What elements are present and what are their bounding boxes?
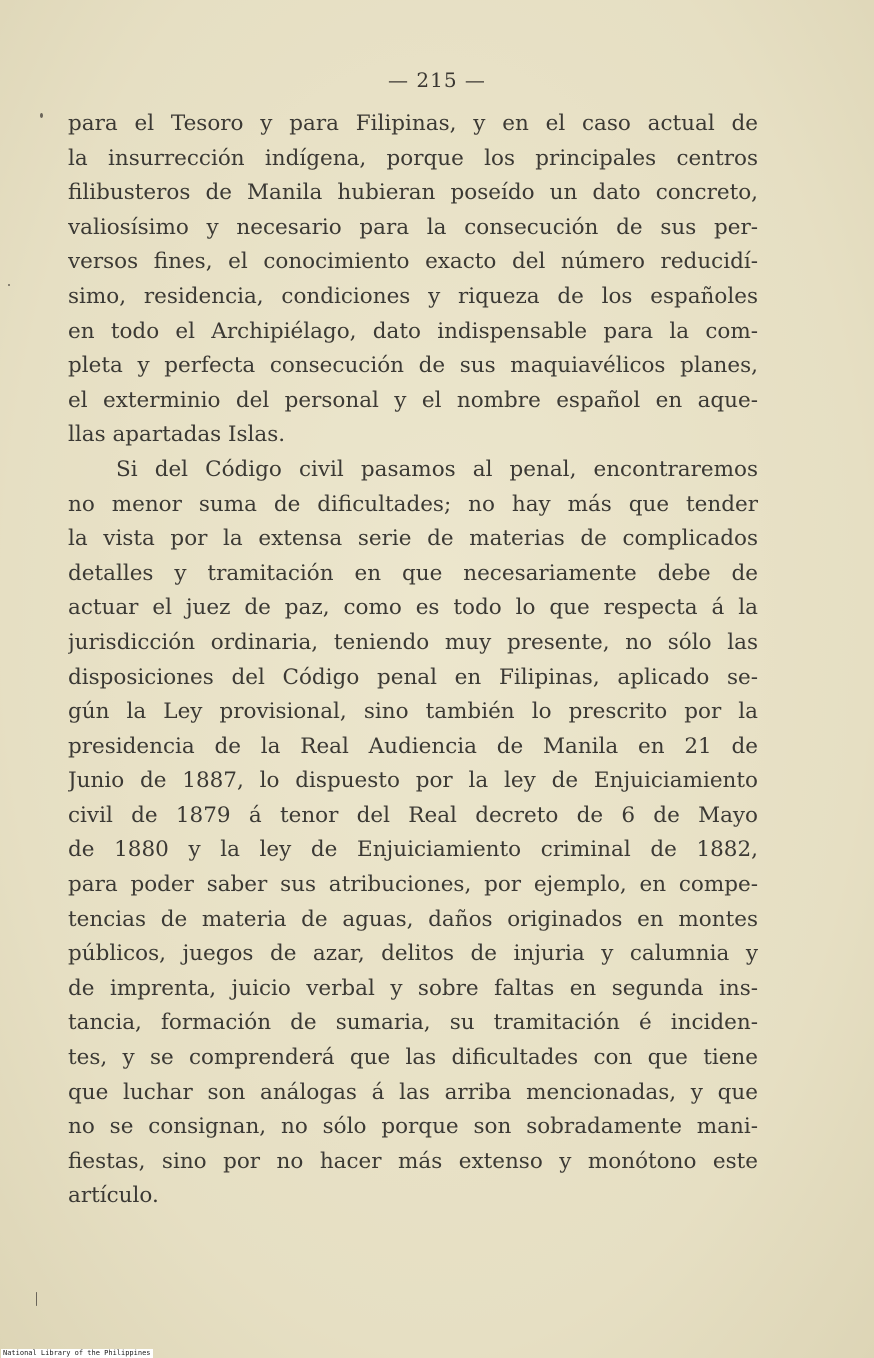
text-line: fiestas, sino por no hacer más extenso y monótono este <box>68 1148 758 1174</box>
text-line: Si del Código civil pasamos al penal, encontraremos <box>116 456 758 482</box>
text-line: simo, residencia, condiciones y riqueza de los españoles <box>68 283 758 309</box>
text-line: públicos, juegos de azar, delitos de injuria y calumnia y <box>68 941 758 967</box>
text-line: para el Tesoro y para Filipinas, y en el caso actual de <box>68 111 758 136</box>
text-line: en todo el Archipiélago, dato indispensable para la com- <box>68 318 758 344</box>
text-line: filibusteros de Manila hubieran poseído un dato concreto, <box>68 180 758 206</box>
text-line: llas apartadas Islas. <box>68 422 286 448</box>
stray-mark <box>36 1292 37 1306</box>
text-line: gún la Ley provisional, sino también lo prescrito por la <box>68 699 758 725</box>
text-line: versos fines, el conocimiento exacto del número reducidí- <box>68 249 758 275</box>
text-line: Junio de 1887, lo dispuesto por la ley de Enjuiciamiento <box>68 768 758 794</box>
text-line: de 1880 y la ley de Enjuiciamiento criminal de 1882, <box>68 837 758 863</box>
text-line: de imprenta, juicio verbal y sobre faltas en segunda ins- <box>68 975 758 1001</box>
text-line: no se consignan, no sólo porque son sobradamente mani- <box>68 1114 758 1140</box>
text-line: valiosísimo y necesario para la consecución de sus per- <box>68 214 758 240</box>
text-line: la vista por la extensa serie de materias de complicados <box>68 526 758 552</box>
stray-mark <box>40 113 43 118</box>
text-line: para poder saber sus atribuciones, por ejemplo, en compe- <box>68 872 758 898</box>
text-line: jurisdicción ordinaria, teniendo muy presente, no sólo las <box>68 629 758 655</box>
text-line: tancia, formación de sumaria, su tramitación é inciden- <box>68 1010 758 1036</box>
body-text <box>68 107 758 1214</box>
text-line: civil de 1879 á tenor del Real decreto de 6 de Mayo <box>68 802 758 828</box>
text-line: tes, y se comprenderá que las dificultades con que tiene <box>68 1045 758 1071</box>
text-line: artículo. <box>68 1183 159 1209</box>
text-line: detalles y tramitación en que necesariamente debe de <box>68 560 758 586</box>
library-credit: National Library of the Philippines <box>3 1349 151 1357</box>
text-line: la insurrección indígena, porque los principales centros <box>68 145 758 171</box>
text-line: disposiciones del Código penal en Filipinas, aplicado se- <box>68 664 758 690</box>
stray-mark <box>8 284 10 286</box>
text-line: actuar el juez de paz, como es todo lo que respecta á la <box>68 595 758 621</box>
text-line: no menor suma de dificultades; no hay más que tender <box>68 491 758 517</box>
text-line: tencias de materia de aguas, daños originados en montes <box>68 906 758 932</box>
text-line: que luchar son análogas á las arriba mencionadas, y que <box>68 1079 758 1105</box>
text-line: el exterminio del personal y el nombre español en aque- <box>68 387 758 413</box>
text-line: pleta y perfecta consecución de sus maquiavélicos planes, <box>68 353 758 379</box>
text-line: presidencia de la Real Audiencia de Manila en 21 de <box>68 733 758 759</box>
page-number: — 215 — <box>388 68 486 92</box>
